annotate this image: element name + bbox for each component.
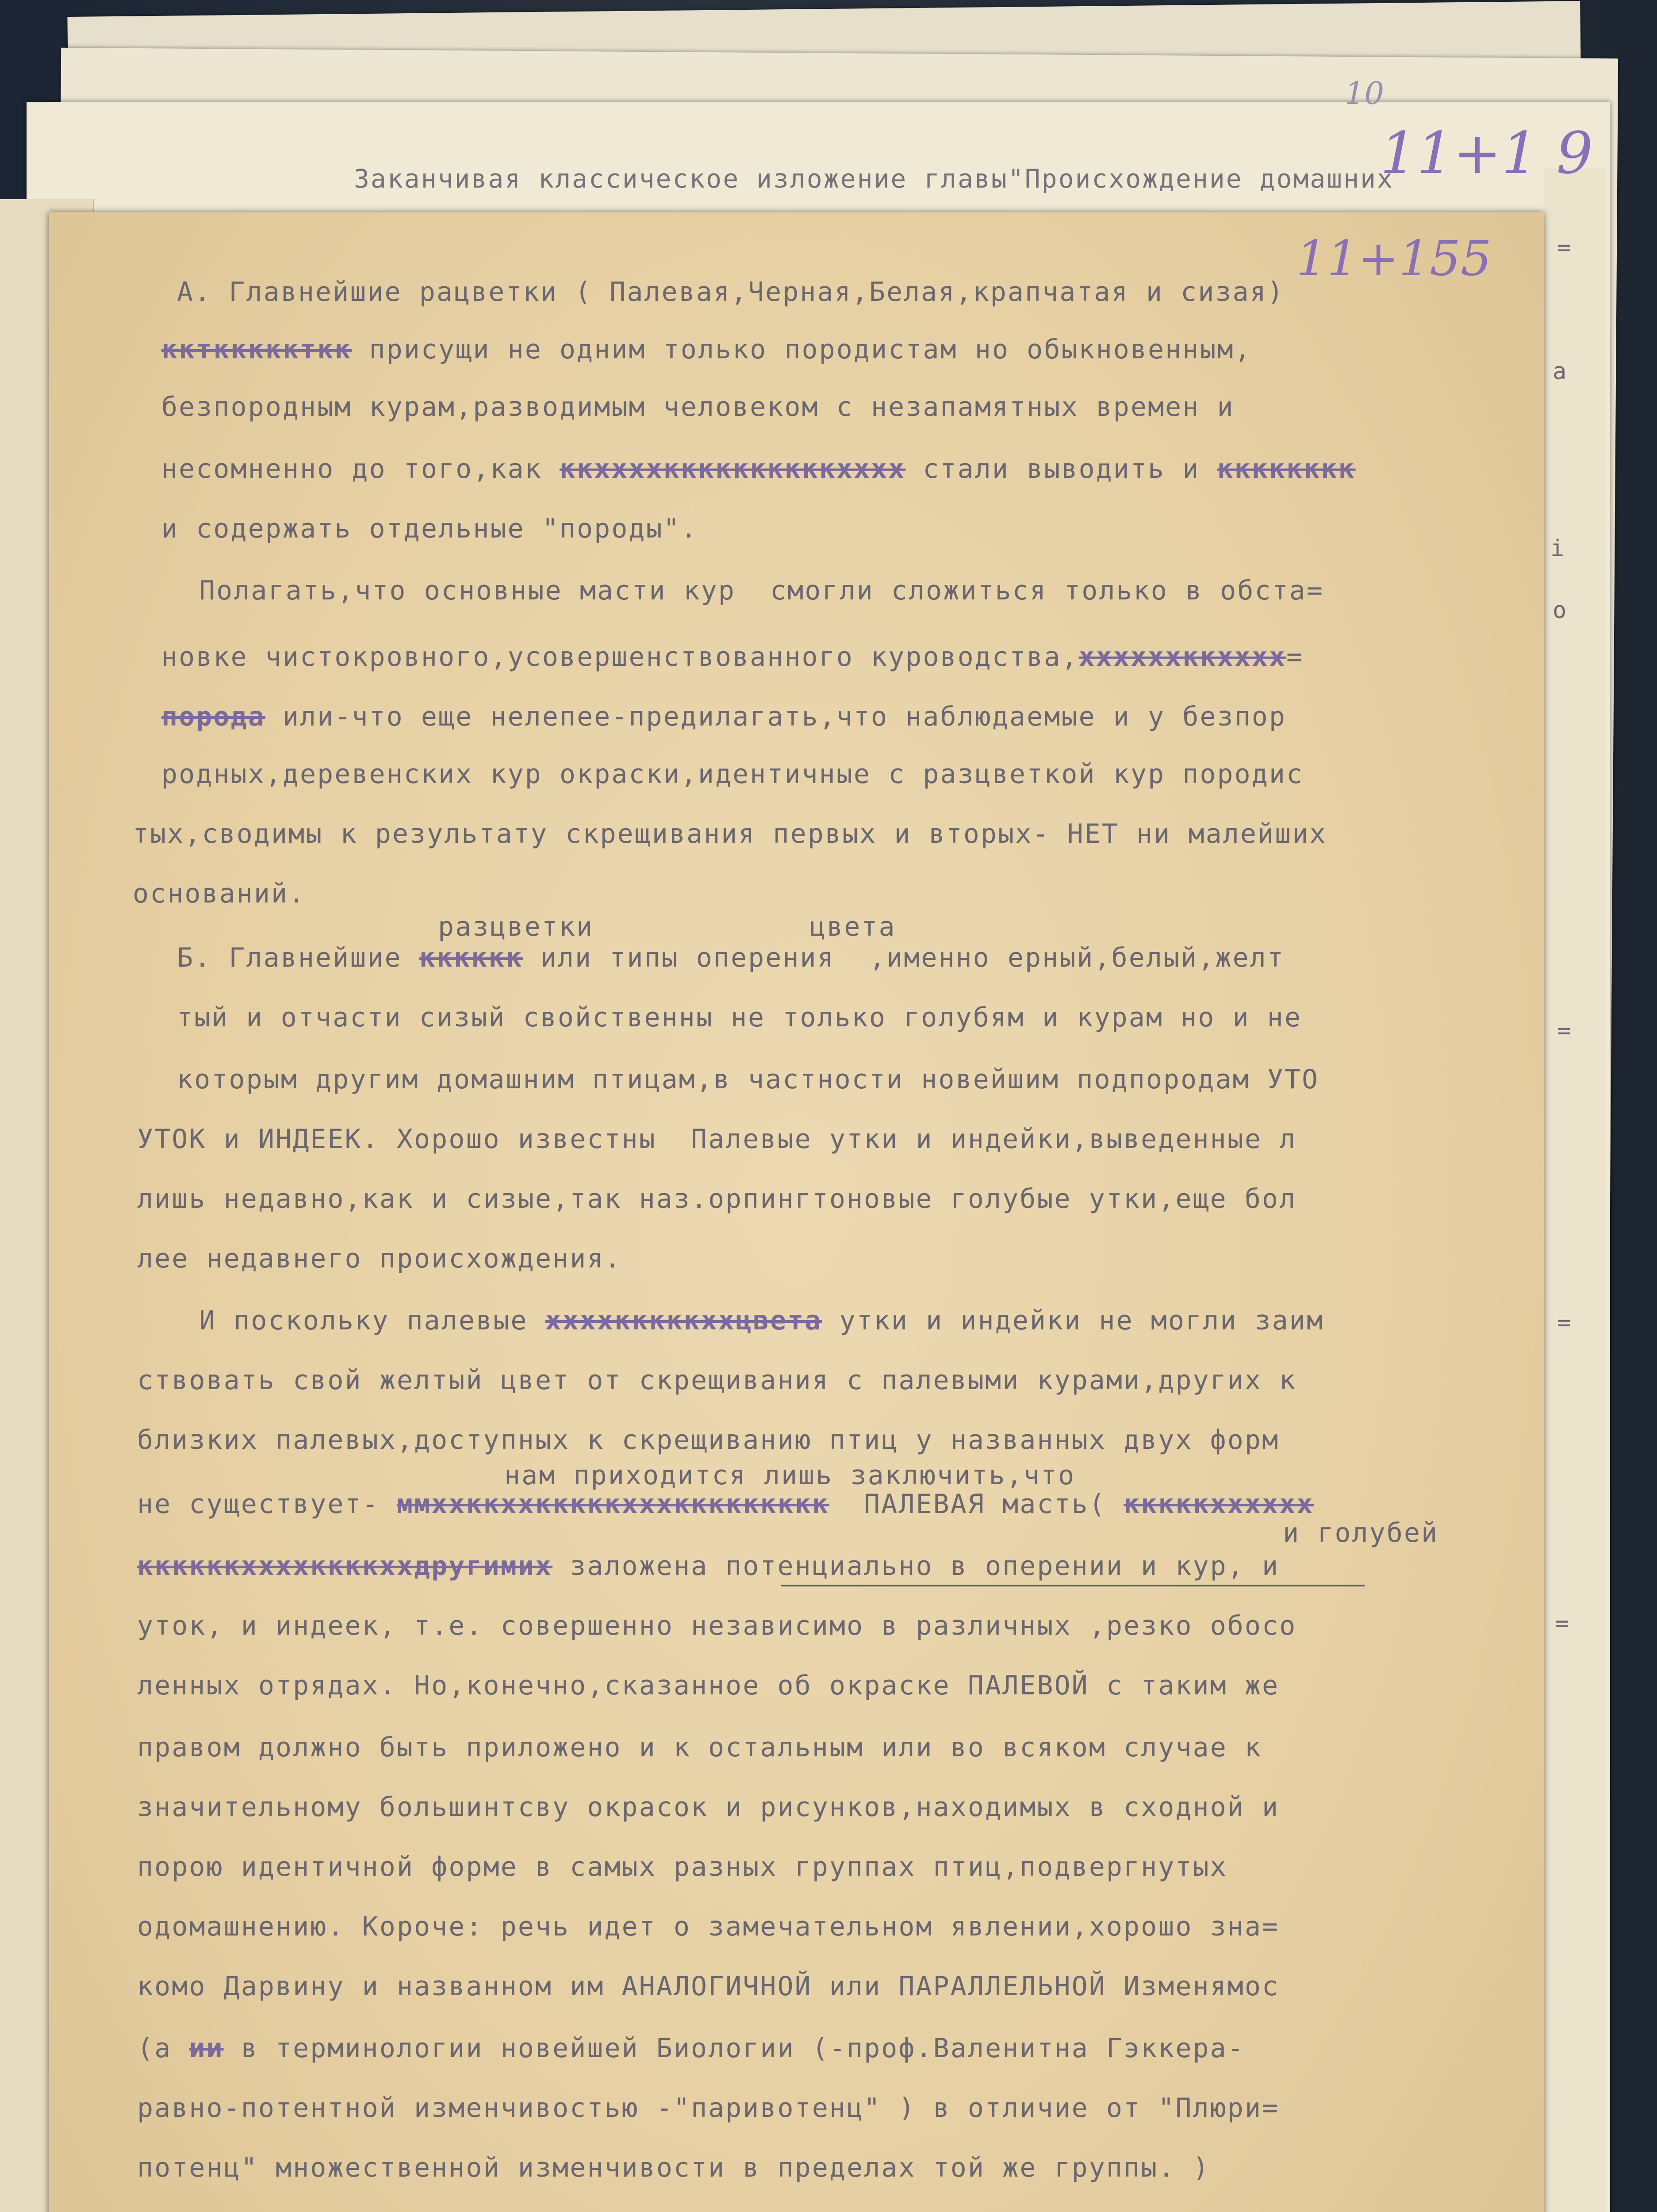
margin-mark: = xyxy=(1555,1610,1569,1637)
text-run: (а xyxy=(137,2033,189,2064)
struck-text: порода xyxy=(161,701,265,732)
para-c-insert-2: цвета xyxy=(809,911,896,942)
para-b-line-1: Полагать,что основные масти кур смогли сложиться только в обста= xyxy=(199,575,1324,606)
para-d-line-3: близких палевых,доступных к скрещиванию птиц у названных двух форм xyxy=(137,1425,1280,1455)
margin-mark: а xyxy=(1553,358,1567,385)
underline-potentially xyxy=(781,1585,1365,1586)
para-c-line-5: лишь недавно,как и сизые,так наз.орпингтоновые голубые утки,еще бол xyxy=(137,1183,1297,1214)
struck-text: ххххкккккххцвета xyxy=(545,1305,822,1336)
text-run: и xyxy=(1244,1551,1280,1582)
para-d-line-14: равно-потентной изменчивостью -"паривотенц" ) в отличие от "Плюри= xyxy=(137,2093,1280,2124)
para-d-line-13 xyxy=(137,2035,1245,2062)
struck-text: ккткккккткк xyxy=(161,334,352,365)
para-d-insert-line-4: нам приходится лишь заключить,что xyxy=(504,1460,1076,1491)
text-run: в терминологии новейшей Биологии (-проф.Валенитна Гэккера- xyxy=(223,2033,1245,2064)
right-back-page-strip xyxy=(1544,168,1606,2212)
margin-mark: о xyxy=(1553,597,1567,624)
margin-mark: = xyxy=(1557,234,1571,261)
para-d-line-10: порою идентичной форме в самых разных группах птиц,подвергнутых xyxy=(137,1851,1227,1882)
back-page-number: 10 xyxy=(1345,75,1385,111)
para-a-line-4 xyxy=(161,453,1356,484)
para-a-line-2 xyxy=(161,336,1252,363)
text-run: или-что еще нелепее-предилагать,что наблюдаемые и у безпор xyxy=(265,701,1287,732)
para-b-line-2 xyxy=(161,641,1304,672)
struck-text: ккххххккккккккккхххх xyxy=(559,453,906,484)
para-a-line-1: А. Главнейшие рацветки ( Палевая,Черная,Белая,крапчатая и сизая) xyxy=(177,276,1285,307)
text-run: И поскольку палевые xyxy=(199,1305,545,1336)
text-run: утки и индейки не могли заим xyxy=(822,1305,1324,1336)
struck-text: кккккккк xyxy=(1217,453,1356,484)
para-c-line-4: УТОК и ИНДЕЕК. Хорошо известны Палевые утки и индейки,выведенные л xyxy=(137,1124,1297,1155)
text-run: ПАЛЕВАЯ масть( xyxy=(829,1489,1124,1520)
para-d-line-2: ствовать свой желтый цвет от скрещивания с палевыми курами,других к xyxy=(137,1365,1297,1396)
para-d-line-12: комо Дарвину и названном им АНАЛОГИЧНОЙ или ПАРАЛЛЕЛЬНОЙ Изменямос xyxy=(137,1971,1280,2002)
para-b-line-4: родных,деревенских кур окраски,идентичные с разцветкой кур породис xyxy=(161,759,1304,790)
margin-mark: = xyxy=(1557,1018,1571,1044)
para-d-line-15: потенц" множественной изменчивости в пределах той же группы. ) xyxy=(137,2152,1210,2183)
para-c-line-3: которым другим домашним птицам,в частности новейшим подпородам УТО xyxy=(177,1064,1319,1095)
text-run: присущи не одним только породистам но обыкновенным, xyxy=(352,334,1252,365)
text-run: или типы оперения ,именно ерный,белый,желт xyxy=(523,942,1285,973)
para-d-line-11: одомашнению. Короче: речь идет о замечательном явлении,хорошо зна= xyxy=(137,1911,1280,1942)
para-c-insert-1: разцветки xyxy=(438,911,594,942)
struck-text: ммххккххкккккхххккккккккк xyxy=(396,1489,829,1520)
text-run: новке чистокровного,усовершенствованного куроводства, xyxy=(161,641,1079,672)
underlined-text: потенциально в оперении и кур, xyxy=(725,1551,1245,1582)
margin-mark: і xyxy=(1550,535,1565,562)
para-b-line-6: оснований. xyxy=(133,878,306,909)
struck-text: кккккк xyxy=(419,942,523,973)
para-d-line-5 xyxy=(137,1551,1280,1582)
para-d-line-8: правом должно быть приложено и к остальным или во всяком случае к xyxy=(137,1732,1262,1763)
text-run: несомненно до того,как xyxy=(161,453,560,484)
text-run: стали выводить и xyxy=(905,453,1217,484)
para-d-line-1 xyxy=(199,1307,1324,1334)
back-page-heading: Заканчивая классическое изложение главы"Происхождение домашних xyxy=(354,164,1394,194)
para-c-line-6: лее недавнего происхождения. xyxy=(137,1243,622,1274)
para-c-line-1 xyxy=(177,942,1285,973)
text-run: Б. Главнейшие xyxy=(177,942,419,973)
folio-annotation-main: 11+155 xyxy=(1296,230,1492,287)
struck-text: ккккккххххккккххдругимих xyxy=(137,1551,552,1582)
para-d-line-4 xyxy=(137,1489,1314,1520)
para-c-line-2: тый и отчасти сизый свойственны не только голубям и курам но и не xyxy=(177,1002,1302,1033)
text-run: заложена xyxy=(552,1551,726,1582)
para-a-line-3: безпородным курам,разводимым человеком с незапамятных времен и xyxy=(161,392,1235,422)
para-d-insert-line-5: и голубей xyxy=(1283,1517,1439,1548)
para-b-line-3 xyxy=(161,703,1286,730)
para-d-line-7: ленных отрядах. Но,конечно,сказанное об окраске ПАЛЕВОЙ с таким же xyxy=(137,1670,1280,1701)
folio-annotation-back: 11+1 9 xyxy=(1380,119,1593,187)
para-d-line-6: уток, и индеек, т.е. совершенно независимо в различных ,резко обосо xyxy=(137,1610,1297,1641)
struck-text: кккккхххххх xyxy=(1124,1489,1314,1520)
struck-text: ии xyxy=(189,2033,224,2064)
para-b-line-5: тых,сводимы к результату скрещивания первых и вторых- НЕТ ни малейших xyxy=(133,818,1327,849)
margin-mark: = xyxy=(1557,1310,1571,1336)
text-run: = xyxy=(1286,641,1304,672)
struck-text: ххххххккхххх xyxy=(1078,641,1287,672)
para-a-line-5: и содержать отдельные "породы". xyxy=(161,513,698,544)
para-d-line-9: значительному большинтсву окрасок и рисунков,находимых в сходной и xyxy=(137,1792,1280,1823)
text-run: не существует- xyxy=(137,1489,397,1520)
